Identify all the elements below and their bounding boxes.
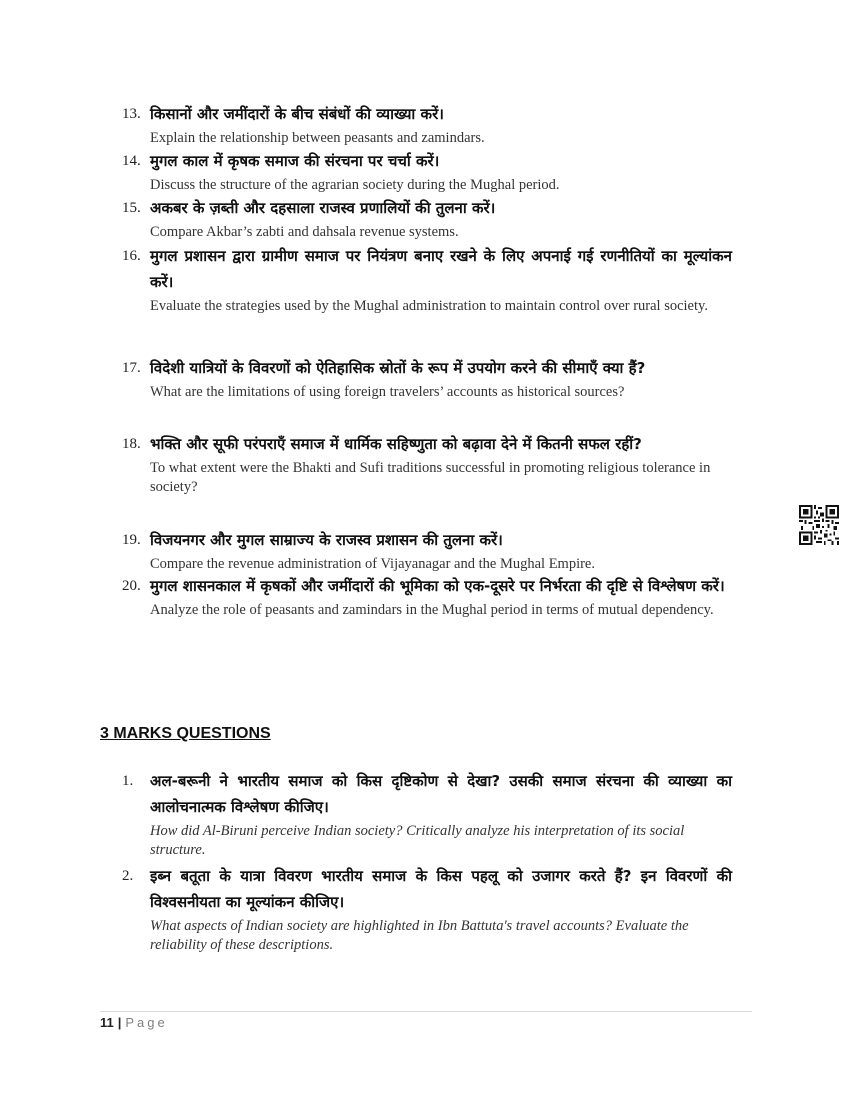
question-hindi: मुगल प्रशासन द्वारा ग्रामीण समाज पर नियंत्रण बनाए रखने के लिए अपनाई गई रणनीतियों का मूल्यांकन करें। <box>150 247 732 291</box>
footer-separator: | <box>117 1015 122 1030</box>
question-number: 15. <box>122 200 141 216</box>
question-number: 14. <box>122 153 141 169</box>
question-number: 18. <box>122 436 141 452</box>
section-heading: 3 MARKS QUESTIONS <box>100 725 271 742</box>
qr-code-icon <box>799 505 839 545</box>
question-english: To what extent were the Bhakti and Sufi traditions successful in promoting religious tolerance in society? <box>150 460 711 495</box>
question-hindi: अल-बरूनी ने भारतीय समाज को किस दृष्टिकोण से देखा? उसकी समाज संरचना की व्याख्या का आलोचनात्मक विश्लेषण कीजिए। <box>150 772 732 816</box>
question-english: What are the limitations of using foreign travelers’ accounts as historical sources? <box>150 384 625 400</box>
question-18 <box>122 431 732 497</box>
question-hindi: मुगल काल में कृषक समाज की संरचना पर चर्चा करें। <box>150 152 440 170</box>
question-20 <box>122 573 732 620</box>
question-english: Compare the revenue administration of Vijayanagar and the Mughal Empire. <box>150 556 595 572</box>
question-number: 17. <box>122 360 141 376</box>
question-number: 2. <box>122 868 134 884</box>
question-number: 13. <box>122 106 141 122</box>
question-number: 16. <box>122 248 141 264</box>
question-14 <box>122 148 732 195</box>
question-hindi: इब्न बतूता के यात्रा विवरण भारतीय समाज के किस पहलू को उजागर करते हैं? इन विवरणों की विश्वसनीयता का मूल्यांकन कीजिए। <box>150 867 732 911</box>
page-footer <box>100 1015 168 1030</box>
question-english: How did Al-Biruni perceive Indian society? Critically analyze his interpretation of its social structure. <box>150 823 685 858</box>
question-english: Compare Akbar’s zabti and dahsala revenue systems. <box>150 224 459 240</box>
question-13 <box>122 101 732 148</box>
question-number: 19. <box>122 532 141 548</box>
question-english: Explain the relationship between peasants and zamindars. <box>150 130 485 146</box>
question-hindi: मुगल शासनकाल में कृषकों और जमींदारों की भूमिका को एक-दूसरे पर निर्भरता की दृष्टि से विश्लेषण करें। <box>150 577 725 595</box>
question-2 <box>122 863 732 955</box>
question-hindi: विदेशी यात्रियों के विवरणों को ऐतिहासिक स्रोतों के रूप में उपयोग करने की सीमाएँ क्या हैं? <box>150 359 646 377</box>
question-english: What aspects of Indian society are highlighted in Ibn Battuta's travel accounts? Evaluate the reliability of these descriptions. <box>150 918 689 953</box>
question-number: 1. <box>122 773 134 789</box>
question-hindi: विजयनगर और मुगल साम्राज्य के राजस्व प्रशासन की तुलना करें। <box>150 531 503 549</box>
footer-divider <box>100 1011 752 1012</box>
question-hindi: भक्ति और सूफी परंपराएँ समाज में धार्मिक सहिष्णुता को बढ़ावा देने में कितनी सफल रहीं? <box>150 435 642 453</box>
page-label: Page <box>125 1015 168 1030</box>
question-english: Discuss the structure of the agrarian society during the Mughal period. <box>150 177 560 193</box>
question-hindi: अकबर के ज़ब्ती और दहसाला राजस्व प्रणालियों की तुलना करें। <box>150 199 496 217</box>
question-hindi: किसानों और जमींदारों के बीच संबंधों की व्याख्या करें। <box>150 105 444 123</box>
question-english: Analyze the role of peasants and zamindars in the Mughal period in terms of mutual dependency. <box>150 602 714 618</box>
question-1 <box>122 768 732 860</box>
question-english: Evaluate the strategies used by the Mughal administration to maintain control over rural society. <box>150 298 708 314</box>
question-19 <box>122 527 732 574</box>
question-16 <box>122 243 732 316</box>
question-number: 20. <box>122 578 141 594</box>
page-number: 11 <box>100 1015 114 1030</box>
question-17 <box>122 355 732 402</box>
question-15 <box>122 195 732 242</box>
